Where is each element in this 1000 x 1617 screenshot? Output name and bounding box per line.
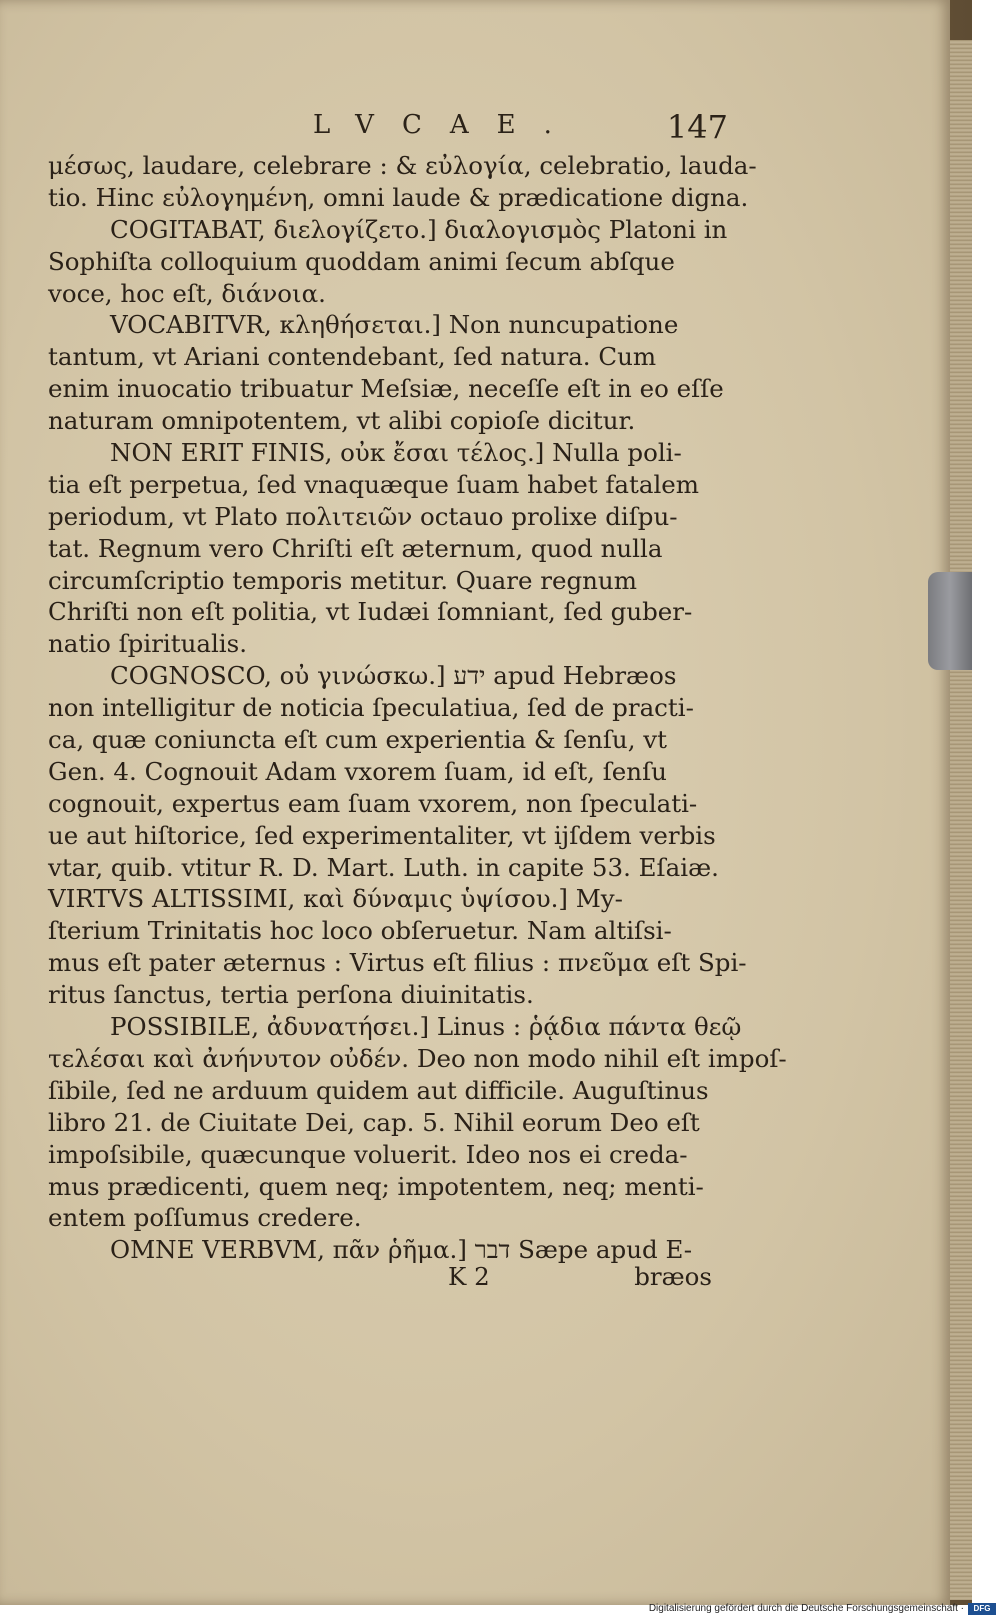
text-line: τελέσαι καὶ ἀνήνυτον οὐδέν. Deo non modo nihil eſt impoſ-	[48, 1043, 787, 1073]
text-line: Sophiſta colloquium quoddam animi ſecum abſque	[48, 246, 675, 276]
text-line: COGNOSCO, οὐ γινώσκω.] ידע apud Hebræos	[110, 661, 677, 691]
body-text	[48, 150, 787, 1266]
text-line: impoſsibile, quæcunque voluerit. Ideo nos ei creda-	[48, 1139, 688, 1169]
text-line: cognouit, expertus eam ſuam vxorem, non ſpeculati-	[48, 788, 698, 818]
text-line: ca, quæ coniuncta eſt cum experientia & ſenſu, vt	[48, 725, 667, 755]
digitization-credit: Digitalisierung gefördert durch die Deutsche Forschungsgemeinschaft ·	[648, 1603, 964, 1614]
text-line: tat. Regnum vero Chriſti eſt æternum, quod nulla	[48, 533, 663, 563]
page-number: 147	[666, 108, 728, 146]
bookmark-tab	[928, 572, 972, 670]
dfg-logo: DFG	[968, 1603, 996, 1615]
text-line: naturam omnipotentem, vt alibi copioſe dicitur.	[48, 406, 636, 436]
catchword: bræos	[634, 1262, 712, 1291]
text-line: mus prædicenti, quem neq; impotentem, neq; menti-	[48, 1171, 704, 1201]
text-line: libro 21. de Ciuitate Dei, cap. 5. Nihil eorum Deo eſt	[48, 1107, 700, 1137]
text-line: POSSIBILE, ἀδυνατήσει.] Linus : ῥᾴδια πάντα θεῷ	[110, 1012, 742, 1042]
text-line: vtar, quib. vtitur R. D. Mart. Luth. in capite 53. Eſaiæ.	[48, 852, 719, 882]
running-head	[48, 110, 728, 154]
text-line: ſibile, ſed ne arduum quidem aut difficile. Auguſtinus	[48, 1075, 709, 1105]
text-line: tio. Hinc εὐλογημένη, omni laude & prædicatione digna.	[48, 182, 749, 212]
page-fore-edge	[948, 40, 972, 1600]
text-line: ſterium Trinitatis hoc loco obſeruetur. Nam altiſsi-	[48, 916, 672, 946]
text-line: ue aut hiſtorice, ſed experimentaliter, vt ijſdem verbis	[48, 820, 716, 850]
text-line: Chriſti non eſt politia, vt Iudæi ſomniant, ſed guber-	[48, 597, 693, 627]
signature-mark: K 2	[448, 1262, 490, 1291]
text-line: non intelligitur de noticia ſpeculatiua, ſed de practi-	[48, 693, 694, 723]
catch-line	[48, 1262, 712, 1298]
text-line: periodum, vt Plato πολιτειῶν octauo prolixe diſpu-	[48, 501, 678, 531]
text-line: μέσως, laudare, celebrare : & εὐλογία, celebratio, lauda-	[48, 151, 757, 180]
text-line: natio ſpiritualis.	[48, 629, 248, 659]
text-line: entem poſſumus credere.	[48, 1203, 362, 1233]
text-line: ritus ſanctus, tertia perſona diuinitatis.	[48, 980, 534, 1010]
text-line: Gen. 4. Cognouit Adam vxorem ſuam, id eſt, ſenſu	[48, 756, 667, 786]
text-line: tantum, vt Ariani contendebant, ſed natura. Cum	[48, 342, 657, 372]
text-line: circumſcriptio temporis metitur. Quare regnum	[48, 565, 637, 595]
text-line: VIRTVS ALTISSIMI, καὶ δύναμις ὑψίσου.] My-	[48, 884, 623, 914]
text-line: NON ERIT FINIS, οὐκ ἔσαι τέλος.] Nulla poli-	[110, 438, 682, 468]
text-line: enim inuocatio tribuatur Meſsiæ, neceſſe eſt in eo eſſe	[48, 374, 724, 404]
text-line: COGITABAT, διελογίζετο.] διαλογισμὸς Platoni in	[110, 214, 728, 244]
text-line: tia eſt perpetua, ſed vnaquæque ſuam habet fatalem	[48, 469, 700, 499]
text-line: voce, hoc eſt, διάνοια.	[48, 278, 326, 308]
text-line: VOCABITVR, κληθήσεται.] Non nuncupatione	[110, 310, 679, 340]
text-line: mus eſt pater æternus : Virtus eſt filius : πνεῦμα eſt Spi-	[48, 948, 747, 978]
running-head-title: LVCAE.	[313, 110, 580, 140]
text-line: OMNE VERBVM, πᾶν ῥῆμα.] דבר Sæpe apud E-	[110, 1235, 693, 1265]
